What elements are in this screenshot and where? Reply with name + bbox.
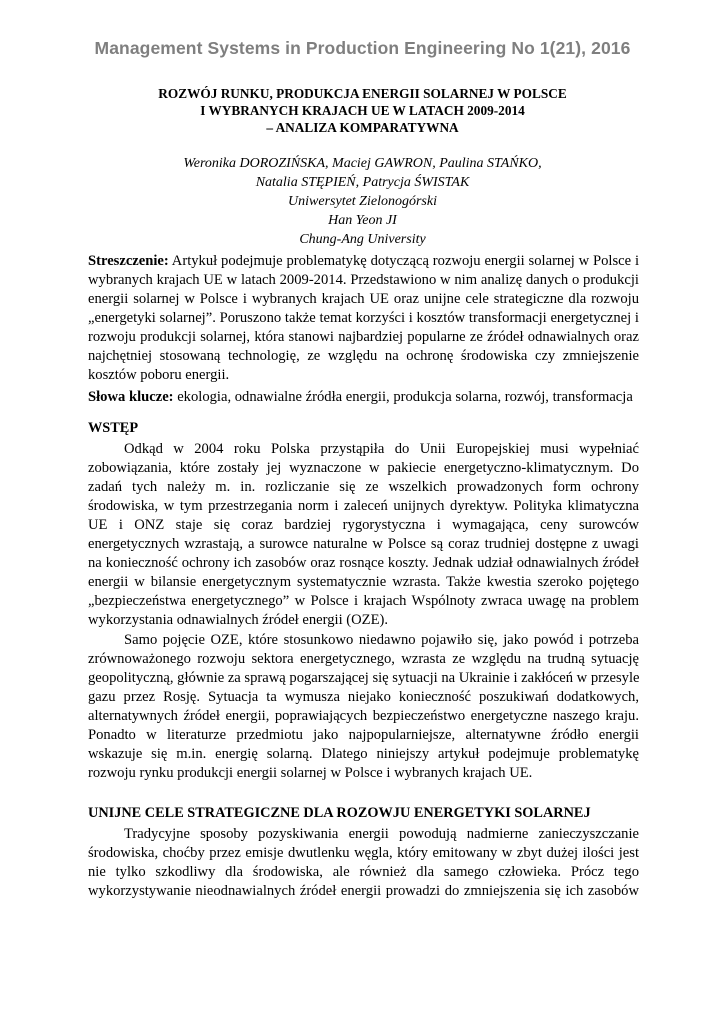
- abstract: [88, 252, 639, 385]
- paragraph-line: energii w bilansie energetycznym systematycznie wzrasta. Także kwestia szeroko pojętego: [88, 574, 639, 590]
- keywords-label: Słowa klucze:: [88, 389, 174, 405]
- paragraph-line: UE i ONZ staje się coraz bardziej rygorystyczna i wymagająca, ceny surowców: [88, 517, 639, 533]
- paragraph-line: środowiska, choćby przez emisje dwutlenku węgla, który emitowany w zbyt dużej ilości jest: [88, 845, 639, 861]
- paragraph-line: zobowiązania, które zostały jej wyznaczone w pakiecie energetyczno-klimatycznym. Do: [88, 460, 639, 476]
- paragraph-line: „bezpieczeństwa energetycznego” w Polsce i krajach Wspólnoty zwraca uwagę na problem: [88, 593, 639, 609]
- paper-title: [60, 85, 665, 136]
- abstract-line: Streszczenie: Artykuł podejmuje problematykę dotyczącą rozwoju energii solarnej w Polsce i: [88, 253, 639, 269]
- author-line: Weronika DOROZIŃSKA, Maciej GAWRON, Paulina STAŃKO,: [183, 156, 542, 171]
- author-line: Natalia STĘPIEŃ, Patrycja ŚWISTAK: [255, 175, 470, 190]
- paragraph-line: geopolityczną, głównie za sprawą pogarszającej się sytuacji na Ukrainie i zakłóceń w przesyle: [88, 670, 640, 686]
- paragraph-line: Tradycyjne sposoby pozyskiwania energii powodują nadmierne zanieczyszczanie: [124, 826, 639, 842]
- paragraph-line: zrównoważonego rozwoju sektora energetycznego, wzrasta ze względu na trudną sytuację: [88, 651, 639, 667]
- abstract-line: wybranych krajach UE w latach 2009-2014. Przedstawiono w nim analizę danych o produkcji: [88, 272, 639, 288]
- paragraph-line: Odkąd w 2004 roku Polska przystąpiła do Unii Europejskiej musi wypełniać: [124, 441, 639, 457]
- keywords: [88, 388, 648, 407]
- title-line: I WYBRANYCH KRAJACH UE W LATACH 2009-2014: [200, 103, 525, 118]
- journal-header: Management Systems in Production Engineering No 1(21), 2016: [94, 38, 631, 58]
- paragraph-line: zadań tych należy m. in. rozliczanie się ze wszelkich prowadzonych form ochrony: [88, 479, 639, 495]
- paragraph-line: środowiska, w tym przestrzegania norm i zaleceń unijnych dyrektyw. Polityka klimatyczna: [88, 498, 639, 514]
- paragraph-line: na konieczność ochrony ich zasobów oraz rosnące koszty. Jednak udział odnawialnych źródeł: [88, 555, 639, 571]
- section-heading-unijne-cele: UNIJNE CELE STRATEGICZNE DLA ROZOWJU ENERGETYKI SOLARNEJ: [88, 805, 591, 821]
- abstract-line: rozwoju produkcji solarnej, która stanowi najbardziej popularne ze źródeł odnawialnych oraz: [88, 329, 639, 345]
- author-line: Han Yeon JI: [328, 213, 397, 228]
- abstract-line: najchętniej stosowaną technologię, ze względu na ochronę środowiska czy zmniejszenie: [88, 348, 639, 364]
- paragraph-line: Samo pojęcie OZE, które stosunkowo niedawno pojawiło się, jako powód i potrzeba: [124, 632, 639, 648]
- paragraph-line: nie tylko szkodliwy dla środowiska, ale również dla samego człowieka. Prócz tego: [88, 864, 639, 880]
- affiliation-line: Chung-Ang University: [299, 232, 426, 247]
- paragraph-line: wykorzystywanie nieodnawialnych źródeł energii prowadzi do zmniejszenia się ich zasobów: [88, 883, 639, 899]
- paragraph: [88, 631, 639, 783]
- abstract-line: energii solarnej w Polsce i wybranych krajach UE oraz unijne cele strategiczne dla rozwoju: [88, 291, 639, 307]
- section-heading-wstep: WSTĘP: [88, 420, 139, 436]
- keywords-text: ekologia, odnawialne źródła energii, produkcja solarna, rozwój, transformacja: [173, 389, 633, 405]
- author-block: [60, 154, 665, 249]
- title-line: ROZWÓJ RUNKU, PRODUKCJA ENERGII SOLARNEJ W POLSCE: [158, 86, 567, 101]
- paragraph-line: energetycznych wzrastają, a surowce naturalne w Polsce są coraz trudniej dostępne z uwagi: [88, 536, 639, 552]
- title-line: – ANALIZA KOMPARATYWNA: [266, 120, 459, 135]
- paragraph-line: wykorzystania odnawialnych źródeł energii (OZE).: [88, 612, 389, 628]
- abstract-line: „energetyki solarnej”. Poruszono także temat korzyści i kosztów transformacji energetycznej i: [88, 310, 639, 326]
- paragraph: [88, 440, 639, 630]
- paragraph-line: rozwoju rynku produkcji energii solarnej w Polsce i wybranych krajach UE.: [88, 765, 533, 781]
- paragraph-line: alternatywnych źródeł energii, poprawiających bezpieczeństwo energetyczne naszego kraju.: [88, 708, 639, 724]
- paragraph: [88, 825, 639, 901]
- paragraph-line: gazu przez Rosję. Sytuacja ta wymusza niejako konieczność poszukiwań dodatkowych,: [88, 689, 639, 705]
- affiliation-line: Uniwersytet Zielonogórski: [288, 194, 437, 209]
- paragraph-line: wskazuje się m.in. energię solarną. Dlatego niniejszy artykuł podejmuje problematykę: [88, 746, 639, 762]
- paragraph-line: Ponadto w literaturze przedmiotu jako najpopularniejsze, alternatywne źródło energii: [88, 727, 639, 743]
- abstract-line: kosztów poboru energii.: [88, 367, 230, 383]
- abstract-label: Streszczenie:: [88, 253, 169, 269]
